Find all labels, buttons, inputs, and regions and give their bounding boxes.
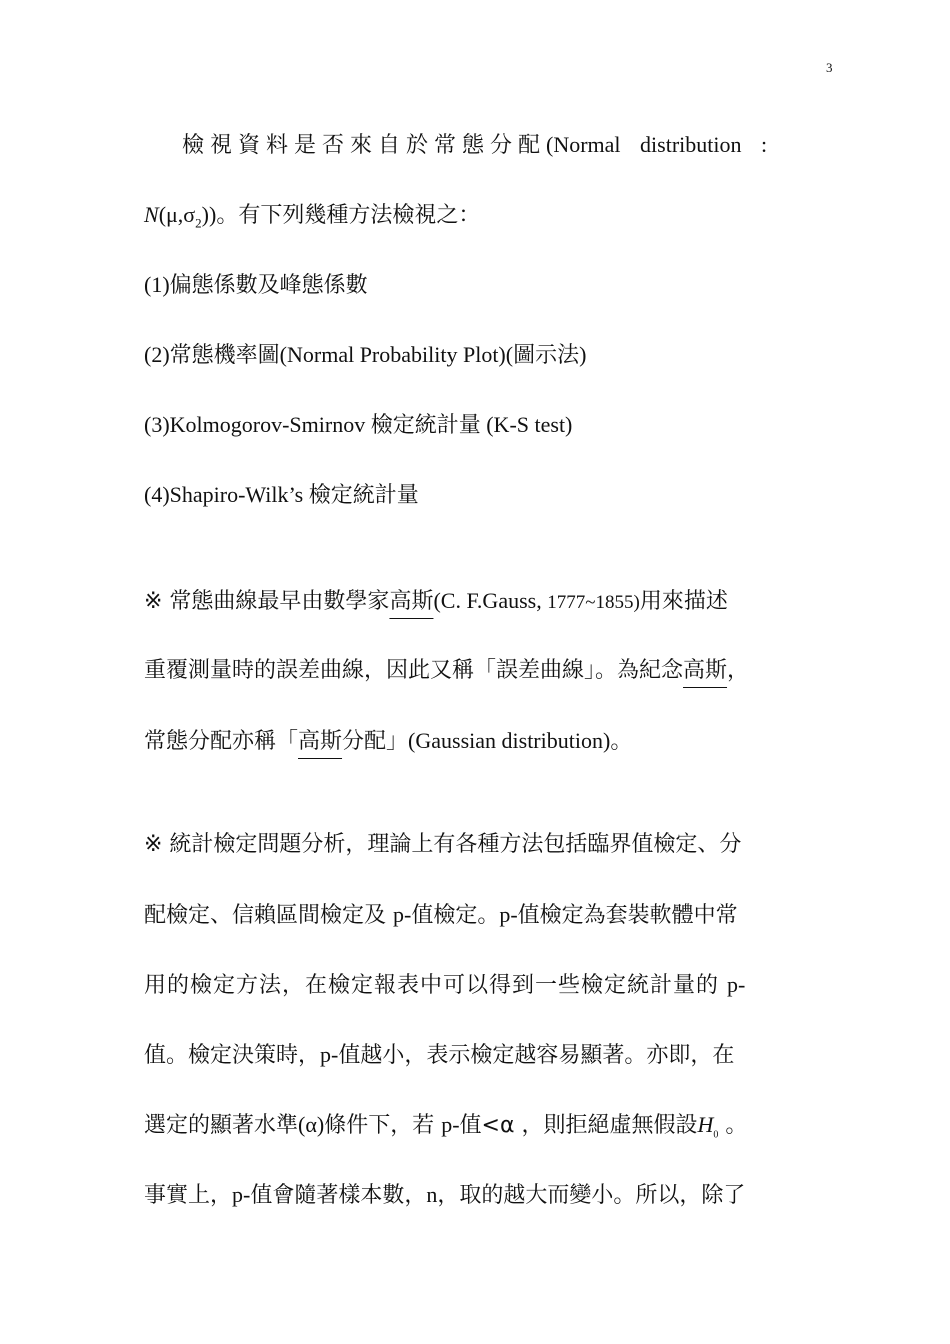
method-4: (4)Shapiro-Wilk’s 檢定統計量 <box>144 482 419 508</box>
null-hypothesis-symbol: H <box>697 1112 714 1137</box>
note2-line-3: 用的檢定方法，在檢定報表中可以得到一些檢定統計量的 p- <box>144 972 746 998</box>
note1-line-1: ※ 常態曲線最早由數學家高斯(C. F.Gauss, 1777~1855)用來描述 <box>144 588 728 614</box>
note1-line-3: 常態分配亦稱「高斯分配」(Gaussian distribution)。 <box>144 728 633 754</box>
intro-line-1: 檢視資料是否來自於常態分配(Normal distribution : <box>182 132 768 158</box>
note2-line-2: 配檢定、信賴區間檢定及 p-值檢定。p-值檢定為套裝軟體中常 <box>144 902 738 928</box>
reference-mark: ※ <box>144 589 163 614</box>
gauss-name: 高斯 <box>389 589 434 614</box>
note2-line-4: 值。檢定決策時，p-值越小，表示檢定越容易顯著。亦即，在 <box>144 1042 735 1068</box>
page-number: 3 <box>826 60 833 75</box>
reference-mark: ※ <box>144 832 163 857</box>
method-1: (1)偏態係數及峰態係數 <box>144 272 368 298</box>
intro-line-2: $N(\mu,\sigma_2)$)。有下列幾種方法檢視之： <box>144 202 481 231</box>
gauss-name: 高斯 <box>298 729 343 754</box>
method-3: (3)Kolmogorov-Smirnov 檢定統計量 (K-S test) <box>144 412 573 438</box>
note2-line-1: ※ 統計檢定問題分析，理論上有各種方法包括臨界值檢定、分 <box>144 832 742 857</box>
method-2: (2)常態機率圖(Normal Probability Plot)(圖示法) <box>144 342 587 368</box>
gauss-name: 高斯 <box>683 658 728 683</box>
note2-line-5: 選定的顯著水準(α)條件下，若 p-值<α ，則拒絕虛無假設$H_0$ 。 <box>144 1112 748 1141</box>
note1-line-2: 重覆測量時的誤差曲線，因此又稱「誤差曲線」。為紀念高斯， <box>144 658 750 683</box>
note2-line-6: 事實上，p-值會隨著樣本數，n，取的越大而變小。所以，除了 <box>144 1182 746 1208</box>
